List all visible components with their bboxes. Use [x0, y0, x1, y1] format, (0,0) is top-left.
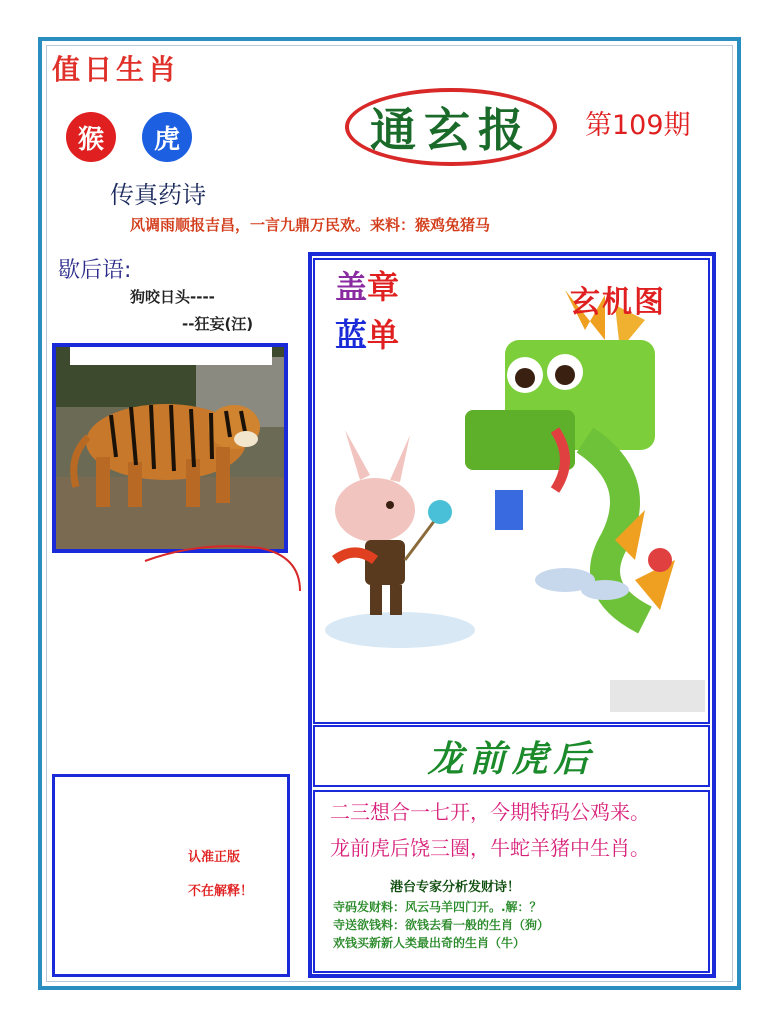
stamp-char-2: 章: [367, 268, 400, 306]
xiehouyu-line-1: 狗咬日头----: [130, 288, 215, 306]
daily-zodiac-label: 值日生肖: [52, 53, 181, 86]
xiehouyu-line-2: --狂妄(汪): [182, 315, 254, 333]
motto-box: [313, 725, 710, 787]
verse-line-2: 龙前虎后饶三圈，牛蛇羊猪中生肖。: [330, 836, 650, 860]
zodiac-badge-monkey: 猴: [66, 112, 116, 162]
expert-line-1: 寺码发财料：风云马羊四门开。.解：？: [333, 900, 542, 914]
tiger-photo: [52, 343, 288, 553]
red-scribble: [140, 536, 310, 606]
zodiac-badge-tiger: 虎: [142, 112, 192, 162]
authenticity-box: [52, 774, 290, 977]
expert-line-3: 欢钱买新新人类最出奇的生肖（牛）: [333, 936, 526, 950]
motto-text: 龙前虎后: [427, 737, 596, 780]
stamp-char-4: 单: [367, 316, 400, 354]
picture-title: 玄机图: [570, 285, 666, 320]
photo-caption-bar: [70, 347, 272, 365]
stamp-label-line-2: [335, 310, 399, 356]
expert-line-2: 寺送欲钱料：欲钱去看一般的生肖（狗）: [333, 918, 550, 932]
issue-number: 第109期: [585, 110, 691, 141]
stamp-char-1: 盖: [335, 268, 368, 306]
watermark-patch: [610, 680, 705, 712]
fax-poem-label: 传真药诗: [110, 181, 206, 209]
authenticity-line-2: 不在解释！: [188, 884, 254, 899]
verse-line-1: 二三想合一七开，今期特码公鸡来。: [330, 800, 650, 824]
xiehouyu-label: 歇后语:: [58, 258, 132, 283]
header-poem-line: 风调雨顺报吉昌，一言九鼎万民欢。来料：猴鸡兔猪马: [130, 216, 491, 234]
newspaper-logo: [345, 88, 557, 166]
stamp-char-3: 蓝: [335, 316, 368, 354]
logo-text: 通玄报: [370, 103, 532, 157]
stamp-label-line-1: [335, 262, 399, 308]
expert-poem-title: 港台专家分析发财诗！: [390, 880, 521, 895]
tiger-illustration: [56, 347, 284, 549]
authenticity-line-1: 认准正版: [188, 850, 241, 865]
